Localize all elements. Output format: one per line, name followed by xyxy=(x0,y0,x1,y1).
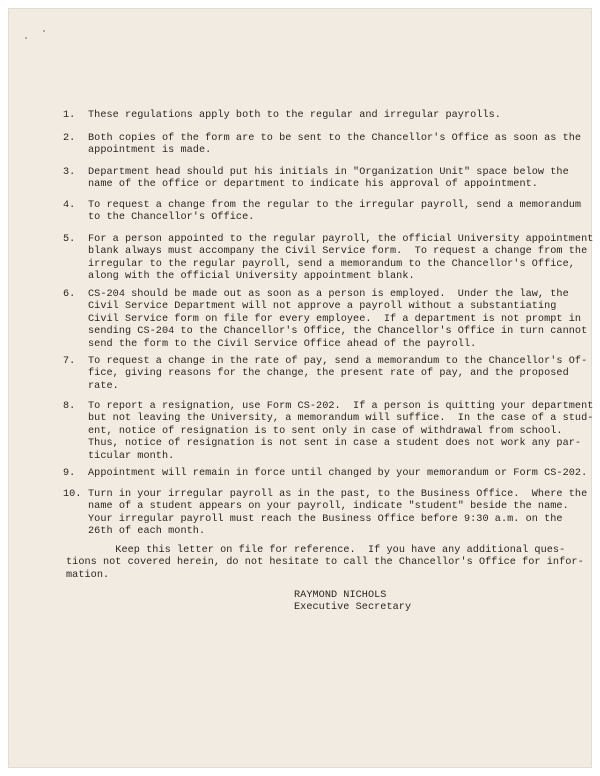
item-number: 5. xyxy=(63,234,76,245)
closing-paragraph xyxy=(66,545,584,582)
item-line: To request a change in the rate of pay, send a memorandum to the Chancellor's Of- xyxy=(88,356,588,367)
item-text xyxy=(88,234,594,284)
item-line: These regulations apply both to the regular and irregular payrolls. xyxy=(88,110,501,121)
item-text xyxy=(88,289,588,351)
item-number: 4. xyxy=(63,200,76,211)
item-number: 9. xyxy=(63,468,76,479)
item-line: ticular month. xyxy=(88,450,175,462)
signature-block xyxy=(294,590,411,615)
item-line: appointment is made. xyxy=(88,145,212,157)
item-line: name of a student appears on your payroll, indicate "student" beside the name. xyxy=(88,501,569,513)
item-line: For a person appointed to the regular payroll, the official University appointment xyxy=(88,234,594,245)
item-line: Appointment will remain in force until changed by your memorandum or Form CS-202. xyxy=(88,468,588,479)
item-line: sending CS-204 to the Chancellor's Office, the Chancellor's Office in turn cannot xyxy=(88,326,588,338)
item-line: Thus, notice of resignation is not sent in case a student does not work any par- xyxy=(88,438,582,450)
closing-line: Keep this letter on file for reference. If you have any additional ques- xyxy=(66,545,566,556)
item-text xyxy=(88,200,582,225)
item-number: 6. xyxy=(63,289,76,300)
item-text xyxy=(88,489,588,539)
item-number: 1. xyxy=(63,110,76,121)
item-text xyxy=(88,356,588,393)
closing-line: mation. xyxy=(66,569,110,581)
item-line: name of the office or department to indicate his approval of appointment. xyxy=(88,179,538,191)
item-number: 3. xyxy=(63,167,76,178)
item-text xyxy=(88,401,594,463)
item-line: Your irregular payroll must reach the Business Office before 9:30 a.m. on the xyxy=(88,513,563,525)
item-line: Civil Service form on file for every employee. If a department is not prompt in xyxy=(88,313,582,325)
item-line: To report a resignation, use Form CS-202. If a person is quitting your department xyxy=(88,401,594,412)
item-line: irregular to the regular payroll, send a memorandum to the Chancellor's Office, xyxy=(88,258,575,270)
item-line: Department head should put his initials in "Organization Unit" space below the xyxy=(88,167,569,178)
item-line: ent, notice of resignation is to sent only in case of withdrawal from school. xyxy=(88,425,563,437)
item-text xyxy=(88,110,558,122)
item-line: along with the official University appointment blank. xyxy=(88,271,415,283)
item-text xyxy=(88,133,582,158)
signatory-name: RAYMOND NICHOLS xyxy=(294,590,387,601)
item-number: 10. xyxy=(63,489,82,500)
item-line: blank always must accompany the Civil Service form. To request a change from the xyxy=(88,246,588,258)
item-line: Civil Service Department will not approve a payroll without a substantiating xyxy=(88,301,557,313)
item-number: 8. xyxy=(63,401,76,412)
item-number: 7. xyxy=(63,356,76,367)
signatory-title: Executive Secretary xyxy=(294,602,412,614)
item-line: Both copies of the form are to be sent to the Chancellor's Office as soon as the xyxy=(88,133,582,144)
item-line: fice, giving reasons for the change, the present rate of pay, and the proposed xyxy=(88,368,569,380)
item-line: but not leaving the University, a memorandum will suffice. In the case of a stud- xyxy=(88,413,594,425)
item-line: rate. xyxy=(88,380,119,392)
item-line: send the form to the Civil Service Office ahead of the payroll. xyxy=(88,338,477,350)
item-line: Turn in your irregular payroll as in the past, to the Business Office. Where the xyxy=(88,489,588,500)
item-text xyxy=(88,167,569,192)
item-line: CS-204 should be made out as soon as a person is employed. Under the law, the xyxy=(88,289,569,300)
item-line: 26th of each month. xyxy=(88,526,206,538)
item-text xyxy=(88,468,588,480)
closing-line: tions not covered herein, do not hesitate to call the Chancellor's Office for infor- xyxy=(66,557,584,569)
item-number: 2. xyxy=(63,133,76,144)
item-line: to the Chancellor's Office. xyxy=(88,212,255,224)
item-line: To request a change from the regular to the irregular payroll, send a memorandum xyxy=(88,200,582,211)
